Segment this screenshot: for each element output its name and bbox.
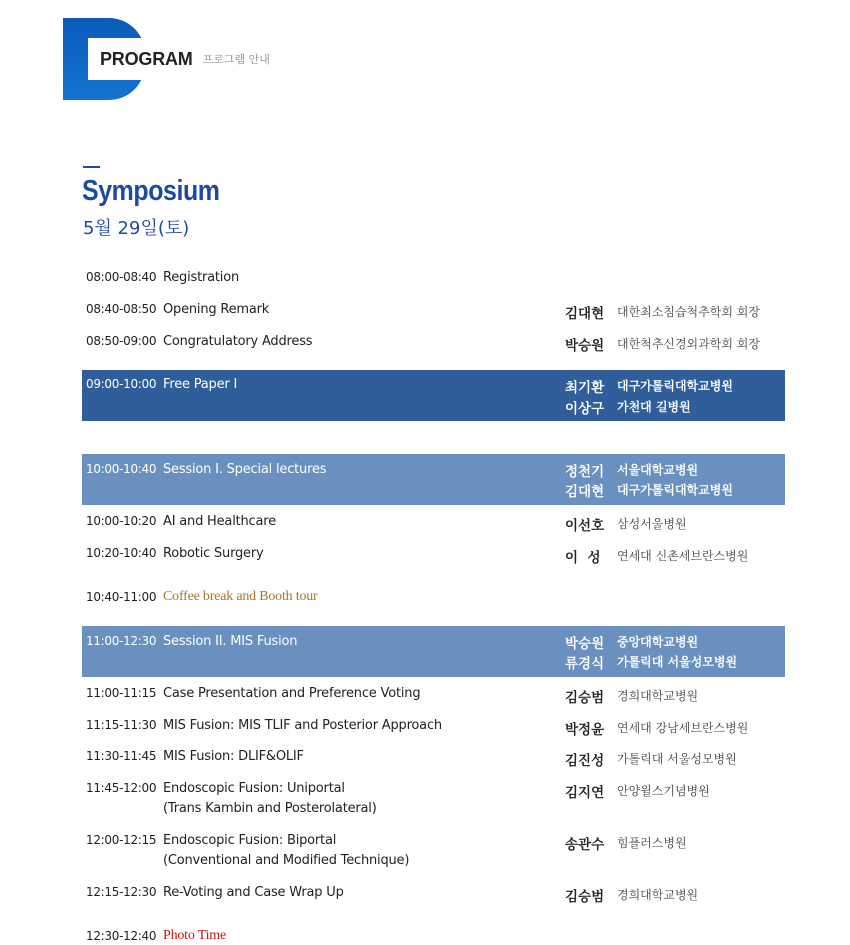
schedule-row bbox=[82, 334, 785, 354]
row-time: 08:00-08:40 bbox=[86, 270, 157, 284]
row-affiliation: 안양윌스기념병원 bbox=[617, 784, 710, 798]
row-time: 11:15-11:30 bbox=[86, 718, 157, 732]
row-speaker: 김승범 bbox=[565, 690, 605, 706]
schedule-row bbox=[82, 514, 785, 534]
session2-bar bbox=[82, 626, 785, 677]
photo-time-title: Photo Time bbox=[163, 928, 226, 943]
row-time: 10:20-10:40 bbox=[86, 546, 157, 560]
row-speaker: 송관수 bbox=[565, 837, 605, 853]
chair-name: 류경식 bbox=[565, 656, 605, 672]
row-time: 08:40-08:50 bbox=[86, 302, 157, 316]
row-time: 12:30-12:40 bbox=[86, 929, 157, 943]
free-paper-bar bbox=[82, 370, 785, 421]
row-title: Registration bbox=[163, 270, 239, 285]
row-title: MIS Fusion: DLIF&OLIF bbox=[163, 749, 304, 764]
title-dash bbox=[83, 166, 100, 168]
chair-name: 김대현 bbox=[565, 484, 605, 500]
row-title: Endoscopic Fusion: Uniportal bbox=[163, 781, 345, 796]
chair-affiliation: 중앙대학교병원 bbox=[617, 635, 699, 649]
chair-affiliation: 대구가톨릭대학교병원 bbox=[617, 483, 733, 497]
chair-name: 최기환 bbox=[565, 380, 605, 396]
row-affiliation: 연세대 신촌세브란스병원 bbox=[617, 549, 749, 563]
row-time: 12:00-12:15 bbox=[86, 833, 157, 847]
bar-title: Session I. Special lectures bbox=[163, 462, 327, 477]
bar-title: Free Paper I bbox=[163, 377, 238, 392]
schedule-row bbox=[82, 302, 785, 322]
row-title: Robotic Surgery bbox=[163, 546, 264, 561]
schedule-row bbox=[82, 718, 785, 738]
program-subtitle: 프로그램 안내 bbox=[202, 53, 270, 66]
schedule-row bbox=[82, 546, 785, 566]
chair-name: 이상구 bbox=[565, 401, 605, 417]
row-time: 10:00-10:20 bbox=[86, 514, 157, 528]
row-speaker: 김지연 bbox=[565, 785, 605, 801]
row-time: 11:45-12:00 bbox=[86, 781, 157, 795]
photo-time-row bbox=[82, 928, 785, 945]
row-affiliation: 경희대학교병원 bbox=[617, 888, 699, 902]
chair-name: 정천기 bbox=[565, 464, 605, 480]
row-speaker: 김승범 bbox=[565, 889, 605, 905]
row-title: Opening Remark bbox=[163, 302, 270, 317]
row-speaker: 이 성 bbox=[565, 550, 601, 566]
coffee-break-title: Coffee break and Booth tour bbox=[163, 589, 318, 604]
row-speaker: 김진성 bbox=[565, 753, 605, 769]
chair-affiliation: 서울대학교병원 bbox=[617, 463, 699, 477]
chair-affiliation: 대구가톨릭대학교병원 bbox=[617, 379, 733, 393]
schedule-row bbox=[82, 833, 785, 873]
row-affiliation: 연세대 강남세브란스병원 bbox=[617, 721, 749, 735]
chair-name: 박승원 bbox=[565, 636, 605, 652]
schedule-row bbox=[82, 781, 785, 821]
schedule-row bbox=[82, 270, 785, 290]
symposium-title: Symposium bbox=[82, 175, 220, 207]
row-title: MIS Fusion: MIS TLIF and Posterior Approach bbox=[163, 718, 442, 733]
row-affiliation: 대한척추신경외과학회 회장 bbox=[617, 337, 760, 351]
row-title: AI and Healthcare bbox=[163, 514, 276, 529]
row-affiliation: 가톨릭대 서울성모병원 bbox=[617, 752, 737, 766]
row-time: 12:15-12:30 bbox=[86, 885, 157, 899]
row-speaker: 박정윤 bbox=[565, 722, 605, 738]
row-speaker: 이선호 bbox=[565, 518, 605, 534]
row-title: Re-Voting and Case Wrap Up bbox=[163, 885, 344, 900]
row-title: Endoscopic Fusion: Biportal bbox=[163, 833, 337, 848]
schedule-row bbox=[82, 686, 785, 706]
row-affiliation: 대한최소침습척추학회 회장 bbox=[617, 305, 760, 319]
row-title: Case Presentation and Preference Voting bbox=[163, 686, 421, 701]
schedule-row bbox=[82, 749, 785, 769]
row-time: 11:30-11:45 bbox=[86, 749, 157, 763]
row-title-line2: (Trans Kambin and Posterolateral) bbox=[163, 801, 377, 816]
row-title-line2: (Conventional and Modified Technique) bbox=[163, 853, 410, 868]
row-time: 11:00-11:15 bbox=[86, 686, 157, 700]
row-title: Congratulatory Address bbox=[163, 334, 313, 349]
program-header bbox=[88, 38, 318, 80]
chair-affiliation: 가천대 길병원 bbox=[617, 400, 691, 414]
row-speaker: 박승원 bbox=[565, 338, 605, 354]
program-title: PROGRAM bbox=[100, 48, 193, 69]
schedule-row bbox=[82, 885, 785, 905]
coffee-break-row bbox=[82, 589, 785, 609]
row-affiliation: 힘플러스병원 bbox=[617, 836, 687, 850]
symposium-date: 5월 29일(토) bbox=[83, 218, 190, 239]
session1-bar bbox=[82, 454, 785, 505]
row-affiliation: 삼성서울병원 bbox=[617, 517, 687, 531]
bar-time: 09:00-10:00 bbox=[86, 377, 157, 391]
bar-time: 11:00-12:30 bbox=[86, 634, 157, 648]
bar-time: 10:00-10:40 bbox=[86, 462, 157, 476]
row-affiliation: 경희대학교병원 bbox=[617, 689, 699, 703]
bar-title: Session II. MIS Fusion bbox=[163, 634, 298, 649]
chair-affiliation: 가톨릭대 서울성모병원 bbox=[617, 655, 738, 669]
row-time: 08:50-09:00 bbox=[86, 334, 157, 348]
row-speaker: 김대현 bbox=[565, 306, 605, 322]
row-time: 10:40-11:00 bbox=[86, 590, 157, 604]
